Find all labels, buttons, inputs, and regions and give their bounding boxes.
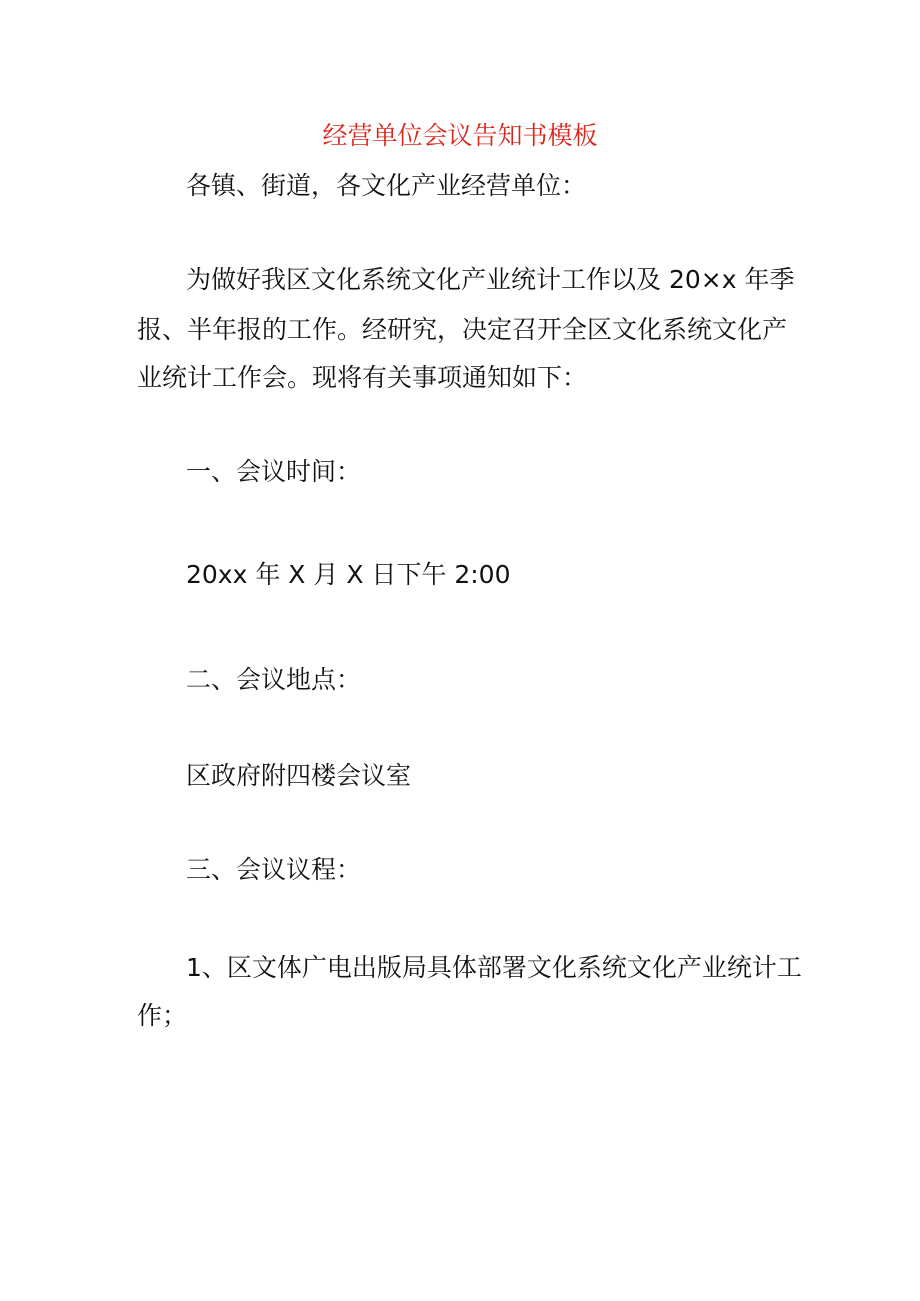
section-time-heading: 一、会议时间： (186, 457, 362, 486)
agenda-item-1-line-2: 作； (137, 1001, 188, 1030)
section-agenda-heading: 三、会议议程： (186, 855, 362, 884)
section-place-value: 区政府附四楼会议室 (186, 761, 412, 790)
document-title: 经营单位会议告知书模板 (322, 121, 598, 150)
agenda-item-1-line-1: 1、区文体广电出版局具体部署文化系统文化产业统计工 (186, 953, 802, 982)
intro-line-2: 报、半年报的工作。经研究，决定召开全区文化系统文化产 (137, 315, 788, 344)
salutation: 各镇、街道，各文化产业经营单位： (186, 171, 587, 200)
section-place-heading: 二、会议地点： (186, 665, 362, 694)
section-time-value: 20xx 年 X 月 X 日下午 2:00 (186, 560, 511, 589)
intro-line-3: 业统计工作会。现将有关事项通知如下： (137, 363, 588, 392)
intro-line-1: 为做好我区文化系统文化产业统计工作以及 20×x 年季 (186, 265, 795, 294)
